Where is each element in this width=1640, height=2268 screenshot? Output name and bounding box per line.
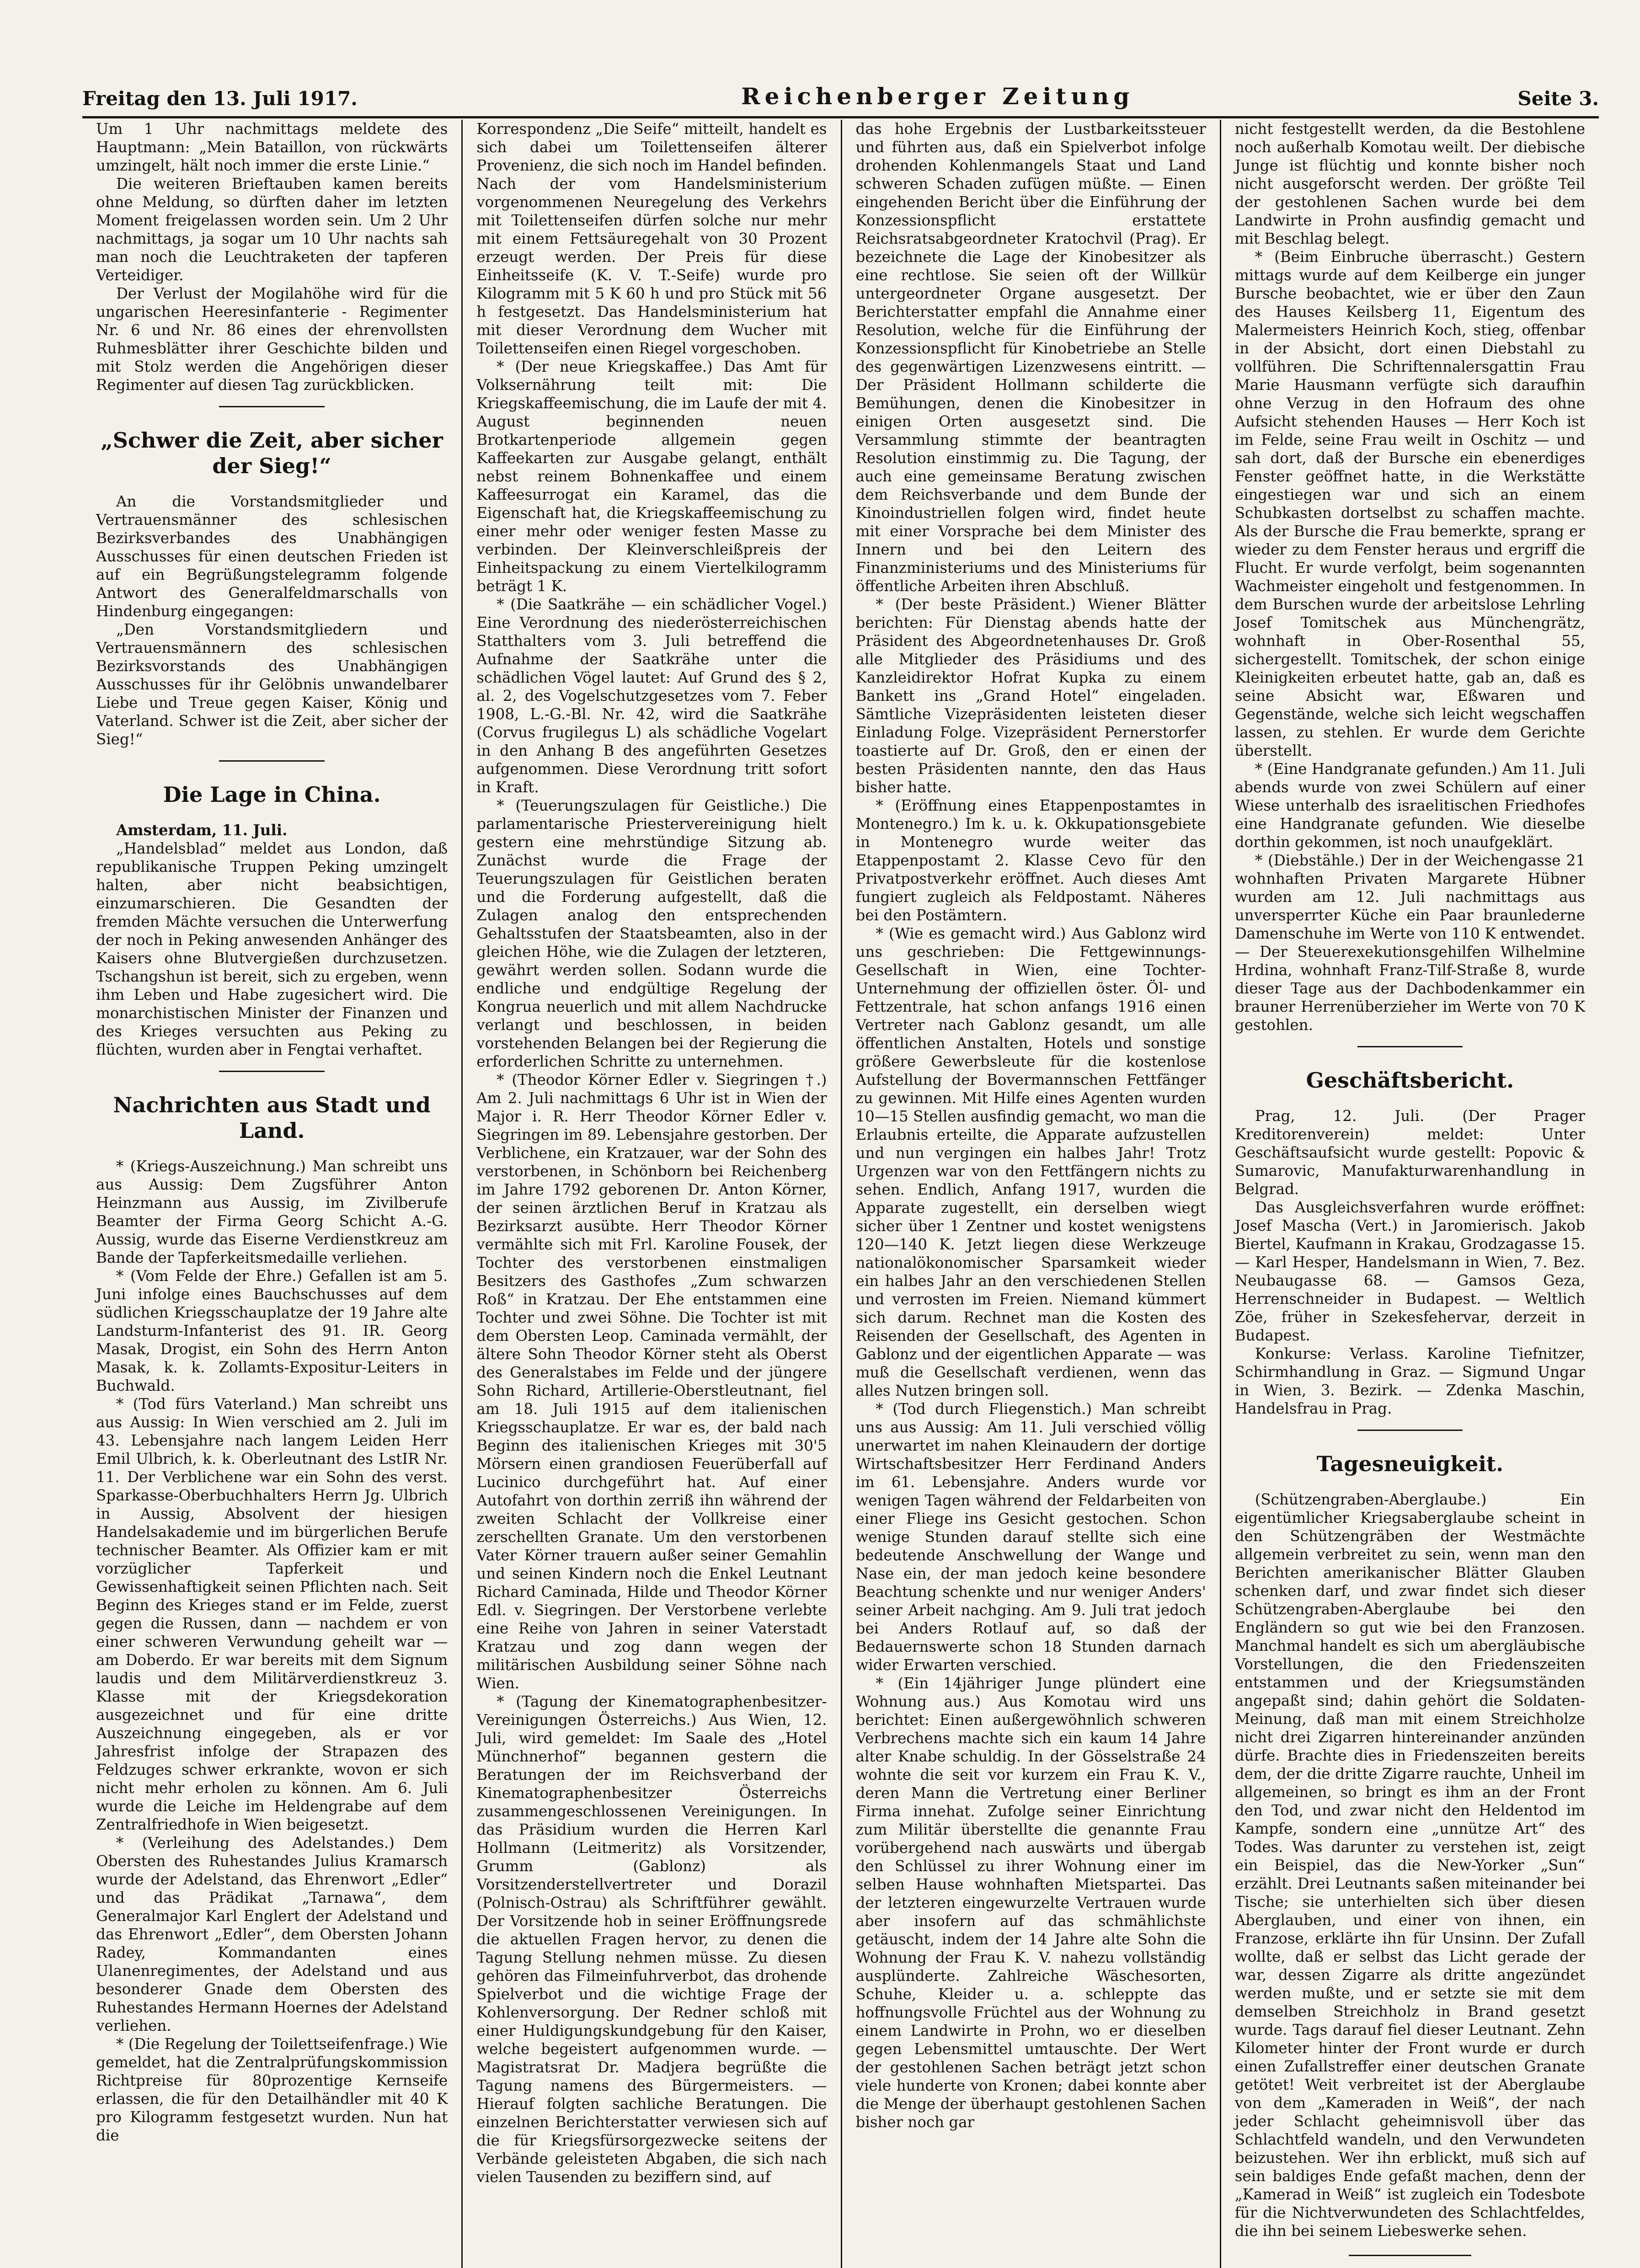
news-item: * (Die Saatkrähe — ein schädlicher Vogel.) Eine Verordnung des niederösterreichischen Statthalters vom 3. Juli betreffend die Aufnahme der Saatkrähe unter die schädlichen Vögel lautet: Auf Grund des § 2, al. 2, des Vogelschutzgesetzes vom 7. Feber 1908, L.-G.-Bl. Nr. 42, wird die Saatkrähe (Corvus frugilegus L) als schädliche Vogelart in den Anhang B des angeführten Gesetzes aufgenommen. Diese Verordnung tritt sofort in Kraft. bbox=[476, 596, 827, 796]
news-item: * (Wie es gemacht wird.) Aus Gablonz wird uns geschrieben: Die Fettgewinnungs-Gesellschaft in Wien, eine Tochter-Unternehmung der offiziellen öster. Öl- und Fettzentrale, hat schon anfangs 1916 einen Vertreter nach Gablonz gesandt, um alle öffentlichen Anstalten, Hotels und sonstige größere Gewerbsleute für die kostenlose Aufstellung der Bovermannschen Fettfänger zu gewinnen. Mit Hilfe eines Agenten wurden 10—15 Stellen ausfindig gemacht, wo man die Erlaubnis erteilte, die Apparate aufzustellen und nun vergingen ein halbes Jahr! Trotz Urgenzen war von den Fettfängern nichts zu sehen. Endlich, Anfang 1917, wurden die Apparate zugestellt, ein derselben wiegt sicher über 1 Zentner und kostet wenigstens 120—140 K. Jetzt liegen diese Werkzeuge nationalökonomischer Sparsamkeit wieder ein halbes Jahr an den verschiedenen Stellen und verrosten im Freien. Niemand kümmert sich darum. Rechnet man die Kosten des Reisenden der Gesellschaft, des Agenten in Gablonz und der eigentlichen Apparate — was muß die Gesellschaft verdienen, wenn das alles Nutzen bringen soll. bbox=[855, 925, 1206, 1399]
news-item: Konkurse: Verlass. Karoline Tiefnitzer, Schirmhandlung in Graz. — Sigmund Ungar in Wien, 3. Bezirk. — Zdenka Maschin, Handelsfrau in Prag. bbox=[1234, 1345, 1585, 1417]
news-item: * (Eine Handgranate gefunden.) Am 11. Juli abends wurde von zwei Schülern auf einer Wiese unterhalb des israelitischen Friedhofes eine Handgranate gefunden. Wie dieselbe dorthin gekommen, ist noch unaufgeklärt. bbox=[1234, 760, 1585, 851]
news-item: nicht festgestellt werden, da die Bestohlene noch außerhalb Komotau weilt. Der diebische Junge ist flüchtig und konnte bisher noch nicht ausgeforscht werden. Der größte Teil der gestohlenen Sachen wurde bei dem Landwirte in Prohn ausfindig gemacht und mit Beschlag belegt. bbox=[1234, 120, 1585, 247]
divider bbox=[219, 760, 325, 762]
news-item: * (Der beste Präsident.) Wiener Blätter berichten: Für Dienstag abends hatte der Präsident des Abgeordnetenhauses Dr. Groß alle Mitglieder des Präsidiums und des Kanzleidirektor Hofrat Kupka zu einem Bankett ins „Grand Hotel“ eingeladen. Sämtliche Vizepräsidenten leisteten dieser Einladung Folge. Vizepräsident Pernerstorfer toastierte auf Dr. Groß, den er einen der besten Präsidenten nannte, den das Haus bisher hatte. bbox=[855, 596, 1206, 796]
news-item: * (Tagung der Kinematographenbesitzer-Vereinigungen Österreichs.) Aus Wien, 12. Juli, wird gemeldet: Im Saale des „Hotel Münchnerhof“ begannen gestern die Beratungen der im Reichsverband der Kinematographenbesitzer Österreichs zusammengeschlossenen Vereinigungen. In das Präsidium wurden die Herren Karl Hollmann (Leitmeritz) als Vorsitzender, Grumm (Gablonz) als Vorsitzenderstellvertreter und Dorazil (Polnisch-Ostrau) als Schriftführer gewählt. Der Vorsitzende hob in seiner Eröffnungsrede die aktuellen Fragen hervor, zu denen die Tagung Stellung nehmen müsse. Zu diesen gehören das Filmeinfuhrverbot, das drohende Spielverbot und die wichtige Frage der Kohlenversorgung. Der Redner schloß mit einer Huldigungskundgebung für den Kaiser, welche begeistert aufgenommen wurde. — Magistratsrat Dr. Madjera begrüßte die Tagung namens des Bürgermeisters. — Hierauf folgten sachliche Beratungen. Die einzelnen Berichterstatter verwiesen sich auf die für Kriegsfürsorgezwecke seitens der Verbände geleisteten Abgaben, die sich nach vielen Tausenden zu beziffern sind, auf bbox=[476, 1693, 827, 2186]
article-paragraph: Um 1 Uhr nachmittags meldete des Hauptmann: „Mein Bataillon, von rückwärts umzingelt, hält noch immer die erste Linie.“ bbox=[96, 120, 448, 174]
news-item: * (Der neue Kriegskaffee.) Das Amt für Volksernährung teilt mit: Die Kriegskaffeemischung, die im Laufe der mit 4. August beginnenden neuen Brotkartenperiode allgemein gegen Kaffeekarten zur Ausgabe gelangt, enthält nebst reinem Bohnenkaffee und einem Kaffeesurrogat ein Karamel, das die Eigenschaft hat, die Kriegskaffeemischung zu einer mehr oder weniger festen Masse zu verbinden. Der Kleinverschleißpreis der Einheitspackung zu einem Viertelkilogramm beträgt 1 K. bbox=[476, 358, 827, 595]
column-3 bbox=[841, 120, 1220, 2268]
headline-local-news: Nachrichten aus Stadt und Land. bbox=[113, 1093, 431, 1143]
page-number: Seite 3. bbox=[1517, 87, 1599, 110]
news-item: Korrespondenz „Die Seife“ mitteilt, handelt es sich dabei um Toilettenseifen älterer Provenienz, die sich noch im Handel befinden. Nach der vom Handelsministerium vorgenommenen Neuregelung des Verkehrs mit Toilettenseifen dürfen solche nur mehr mit einem Fettsäuregehalt von 30 Prozent erzeugt werden. Der Preis für diese Einheitsseife (K. V. T.-Seife) wurde pro Kilogramm mit 5 K 60 h und pro Stück mit 56 h festgesetzt. Das Handelsministerium hat mit dieser Verordnung dem Wucher mit Toilettenseifen einen Riegel vorgeschoben. bbox=[476, 120, 827, 357]
article-paragraph: „Handelsblad“ meldet aus London, daß republikanische Truppen Peking umzingelt halten, aber nicht beabsichtigen, einzumarschieren. Die Gesandten der fremden Mächte versuchen die Unterwerfung der noch in Peking anwesenden Anhänger des Kaisers ohne Blutvergießen durchzusetzen. Tschangshun ist bereit, sich zu ergeben, wenn ihm Leben und Habe zugesichert wird. Die monarchistischen Minister der Finanzen und des Krieges versuchten aus Peking zu flüchten, wurden aber in Fengtai verhaftet. bbox=[96, 840, 448, 1058]
news-item: * (Ein 14jähriger Junge plündert eine Wohnung aus.) Aus Komotau wird uns berichtet: Einen außergewöhnlich schweren Verbrechens machte sich ein kaum 14 Jahre alter Knabe schuldig. In der Gösselstraße 24 wohnte die seit vor kurzem ein Frau K. V., deren Mann die Vertretung einer Berliner Firma innehat. Zufolge seiner Einrichtung zum Militär überstellte die genannte Frau vorübergehend nach auswärts und übergab den Schlüssel zu ihrer Wohnung einer im selben Hause wohnhaften Mietspartei. Das der letzteren eingewurzelte Vertrauen wurde aber insofern auf das schmählichste getäuscht, indem der 14 Jahre alte Sohn die Wohnung der Frau K. V. nahezu vollständig ausplünderte. Zahlreiche Wäschesorten, Schuhe, Kleider u. a. schleppte das hoffnungsvolle Früchtel aus der Wohnung zu einem Landwirte in Prohn, wo er dieselben gegen Lebensmittel umtauschte. Der Wert der gestohlenen Sachen beträgt jetzt schon viele hunderte von Kronen; dabei konnte aber die Menge der überhaupt gestohlenen Sachen bisher noch gar bbox=[855, 1675, 1206, 2131]
column-2 bbox=[461, 120, 840, 2268]
divider bbox=[1357, 1046, 1463, 1047]
news-item: * (Kriegs-Auszeichnung.) Man schreibt uns aus Aussig: Dem Zugsführer Anton Heinzmann aus Aussig, im Zivilberufe Beamter der Firma Georg Schicht A.-G. Aussig, wurde das Eiserne Verdienstkreuz am Bande der Tapferkeitsmedaille verliehen. bbox=[96, 1158, 448, 1266]
news-item: * (Tod fürs Vaterland.) Man schreibt uns aus Aussig: In Wien verschied am 2. Juli im 43. Lebensjahre nach langem Leiden Herr Emil Ulbrich, k. k. Oberleutnant des LstIR Nr. 11. Der Verblichene war ein Sohn des verst. Sparkasse-Oberbuchhalters Herrn Jg. Ulbrich in Aussig, Absolvent der hiesigen Handelsakademie und im bürgerlichen Berufe technischer Beamter. Als Offizier kam er mit vorzüglicher Tapferkeit und Gewissenhaftigkeit seinen Pflichten nach. Seit Beginn des Krieges stand er im Felde, zuerst gegen die Russen, dann — nachdem er von einer schweren Verwundung geheilt war — am Doberdo. Er war bereits mit dem Signum laudis und dem Militärverdienstkreuz 3. Klasse mit der Kriegsdekoration ausgezeichnet und für eine dritte Auszeichnung eingegeben, als er vor Jahresfrist infolge der Strapazen des Feldzuges schwer erkrankte, wovon er sich nicht mehr erholen zu können. Am 6. Juli wurde die Leiche im Heldengrabe auf dem Zentralfriedhofe in Wien beigesetzt. bbox=[96, 1395, 448, 1833]
article-paragraph: An die Vorstandsmitglieder und Vertrauensmänner des schlesischen Bezirksverbandes des Unabhängigen Ausschusses für einen deutschen Frieden ist auf ein Begrüßungstelegramm folgende Antwort des Generalfeldmarschalls von Hindenburg eingegangen: bbox=[96, 493, 448, 620]
divider bbox=[219, 406, 325, 407]
news-item: * (Eröffnung eines Etappenpostamtes in Montenegro.) Im k. u. k. Okkupationsgebiete in Montenegro wurde weiter das Etappenpostamt 2. Klasse Cevo für den Privatpostverkehr eröffnet. Auch dieses Amt fungiert zugleich als Feldpostamt. Näheres bei den Postämtern. bbox=[855, 797, 1206, 924]
issue-date: Freitag den 13. Juli 1917. bbox=[82, 87, 358, 110]
news-item: Das Ausgleichsverfahren wurde eröffnet: Josef Mascha (Vert.) in Jaromierisch. Jakob Biertel, Kaufmann in Krakau, Grodzagasse 15. — Karl Hesper, Handelsmann in Wien, 7. Bez. Neubaugasse 68. — Gamsos Geza, Herrenschneider in Budapest. — Weltlich Zöe, früher in Szekesfehervar, derzeit in Budapest. bbox=[1234, 1199, 1585, 1344]
news-item: * (Tod durch Fliegenstich.) Man schreibt uns aus Aussig: Am 11. Juli verschied völlig unerwartet im nahen Kleinaudern der dortige Wirtschaftsbesitzer Herr Ferdinand Anders im 61. Lebensjahre. Anders wurde vor wenigen Tagen während der Feldarbeiten von einer Fliege ins Gesicht gestochen. Schon wenige Stunden darauf stellte sich eine bedeutende Anschwellung der Wange und Nase ein, der man jedoch keine besondere Beachtung schenkte und nur weniger Anders' seiner Arbeit nachging. Am 9. Juli trat jedoch bei Anders Rotlauf auf, so daß der Bedauernswerte schon 18 Stunden darnach wider Erwarten verschied. bbox=[855, 1400, 1206, 1674]
news-item: (Schützengraben-Aberglaube.) Ein eigentümlicher Kriegsaberglaube scheint in den Schützengräben der Westmächte allgemein verbreitet zu sein, wenn man den Berichten amerikanischer Blätter Glauben schenken darf, und zwar findet sich dieser Schützengraben-Aberglaube bei den Engländern so gut wie bei den Franzosen. Manchmal handelt es sich um abergläubische Vorstellungen, die den Friedenszeiten entstammen und der Kriegsumständen angepaßt sind; dahin gehört die Soldaten-Meinung, daß man mit einem Streichholze nicht drei Zigarren hintereinander anzünden dürfe. Brachte dies in Friedenszeiten bereits dem, der die dritte Zigarre rauchte, Unheil im allgemeinen, so bringt es ihm an der Front den Tod, und zwar nicht den Heldentod im Kampfe, sondern eine „unnütze Art“ des Todes. Was darunter zu verstehen ist, zeigt ein Beispiel, das die New-Yorker „Sun“ erzählt. Drei Leutnants saßen miteinander bei Tische; sie unterhielten sich über diesen Aberglauben, und einer von ihnen, ein Franzose, erklärte ihn für Unsinn. Der Zufall wollte, daß er selbst das Licht gerade der war, dessen Zigarre als dritte angezündet werden mußte, und er setzte sie mit dem demselben Streichholz in Brand gesetzt wurde. Tags darauf fiel dieser Leutnant. Zehn Kilometer hinter der Front wurde er durch einen Zufallstreffer einer deutschen Granate getötet! Weit verbreitet ist der Aberglaube von dem „Kameraden in Weiß“, der nach jeder Schlacht geheimnisvoll über das Schlachtfeld wandeln, und den Verwundeten beizustehen. Wer ihn erblickt, muß sich auf sein baldiges Ende gefaßt machen, denn der „Kamerad in Weiß“ ist zugleich ein Todesbote für die Nichtverwundeten des Schlachtfeldes, die ihn bei seinem Liebeswerke sehen. bbox=[1234, 1491, 1585, 2240]
news-item: * (Beim Einbruche überrascht.) Gestern mittags wurde auf dem Keilberge ein junger Bursche beobachtet, wie er über den Zaun des Hauses Keilsberg 11, Eigentum des Malermeisters Heinrich Koch, stieg, offenbar in der Absicht, dort einen Diebstahl zu vollführen. Die Schriftennalersgattin Frau Marie Hausmann verfügte sich daraufhin ohne Verzug in den Hofraum des ohne Aufsicht stehenden Hauses — Herr Koch ist im Felde, seine Frau weilt in Oschitz — und sah dort, daß der Bursche ein ebenerdiges Fenster geöffnet hatte, in die Werkstätte eingestiegen war und sich an einem Schubkasten dortselbst zu schaffen machte. Als der Bursche die Frau bemerkte, sprang er wieder zu dem Fenster heraus und ergriff die Flucht. Er wurde verfolgt, beim sogenannten Wachmeister eingeholt und festgenommen. In dem Burschen wurde der arbeitslose Lehrling Josef Tomitschek aus Münchengrätz, wohnhaft in Ober-Rosenthal 55, sichergestellt. Tomitschek, der schon einige Kleinigkeiten erbeutet hatte, gab an, daß es seine Absicht war, Eßwaren und Gegenstände, welche sich leicht wegschaffen lassen, zu stehlen. Er wurde dem Gerichte überstellt. bbox=[1234, 248, 1585, 759]
article-paragraph: Der Verlust der Mogilahöhe wird für die ungarischen Heeresinfanterie - Regimenter Nr. 6 und Nr. 86 eines der ehrenvollsten Ruhmesblätter ihrer Geschichte bilden und mit Stolz werden die Angehörigen dieser Regimenter auf diesen Tag zurückblicken. bbox=[96, 285, 448, 394]
article-paragraph: Die weiteren Brieftauben kamen bereits ohne Meldung, so dürften daher im letzten Moment freigelassen worden sein. Um 2 Uhr nachmittags, ja sogar um 10 Uhr nachts sah man noch die Leuchtraketen der tapferen Verteidiger. bbox=[96, 175, 448, 284]
page-header bbox=[82, 69, 1599, 118]
column-1 bbox=[82, 120, 461, 2268]
column-grid bbox=[82, 120, 1599, 2240]
article-paragraph: „Den Vorstandsmitgliedern und Vertrauensmännern des schlesischen Bezirksvorstands des Unabhängigen Ausschusses für ihr Gelöbnis unwandelbarer Liebe und Treue gegen Kaiser, König und Vaterland. Schwer ist die Zeit, aber sicher der Sieg!“ bbox=[96, 621, 448, 748]
divider bbox=[219, 1071, 325, 1072]
news-item: * (Die Regelung der Toilettseifenfrage.) Wie gemeldet, hat die Zentralprüfungskommission Richtpreise für 80prozentige Kernseife erlassen, die für den Detailhändler mit 40 K pro Kilogramm festgesetzt wurden. Nun hat die bbox=[96, 2035, 448, 2144]
headline-china: Die Lage in China. bbox=[163, 782, 381, 807]
masthead: Reichenberger Zeitung bbox=[741, 83, 1134, 110]
news-item: Prag, 12. Juli. (Der Prager Kreditorenverein) meldet: Unter Geschäftsaufsicht wurde gestellt: Popovic & Sumarovic, Manufakturwarenhandlung in Belgrad. bbox=[1234, 1107, 1585, 1198]
news-item: * (Teuerungszulagen für Geistliche.) Die parlamentarische Priestervereinigung hielt gestern eine mehrstündige Sitzung ab. Zunächst wurde die Frage der Teuerungszulagen für Geistlichen beraten und die Forderung aufgestellt, daß die Zulagen analog den entsprechenden Gehaltsstufen der Staatsbeamten, also in der gleichen Höhe, wie die Zulagen der letzteren, gewährt werden sollen. Sodann wurde die endliche und endgültige Regelung der Kongrua neuerlich und mit allem Nachdrucke verlangt und beschlossen, in beiden vorstehenden Belangen bei der Regierung die erforderlichen Schritte zu unternehmen. bbox=[476, 797, 827, 1070]
column-4 bbox=[1220, 120, 1599, 2268]
news-item: * (Theodor Körner Edler v. Siegringen †.) Am 2. Juli nachmittags 6 Uhr ist in Wien der Major i. R. Herr Theodor Körner Edler v. Siegringen im 89. Lebensjahre gestorben. Der Verblichene, ein Kratzauer, war der Sohn des verstorbenen, in Schönborn bei Reichenberg im Jahre 1792 geborenen Dr. Anton Körner, der seinen ärztlichen Beruf in Kratzau als Bezirksarzt ausübte. Herr Theodor Körner vermählte sich mit Frl. Karoline Fousek, der Tochter des verstorbenen einstmaligen Besitzers des Gasthofes „Zum schwarzen Roß“ in Kratzau. Der Ehe entstammen eine Tochter und zwei Söhne. Die Tochter ist mit dem Obersten Leop. Caminada vermählt, der ältere Sohn Theodor Körner steht als Oberst des Generalstabes im Felde und der jüngere Sohn Richard, Artillerie-Oberstleutnant, fiel am 18. Juli 1915 auf dem italienischen Kriegsschauplatze. Er war es, der bald nach Beginn des italienischen Krieges mit 30'5 Mörsern einen grandiosen Feuerüberfall auf Lucinico durchgeführt hat. Auf einer Autofahrt von dorthin zerriß ihn während der zweiten Schlacht der Vollkreise einer zerschellten Granate. Um den verstorbenen Vater Körner trauern außer seiner Gemahlin und seinen Kindern noch die Enkel Leutnant Richard Caminada, Hilde und Theodor Körner Edl. v. Siegringen. Der Verstorbene verlebte eine Reihe von Jahren in seiner Vaterstadt Kratzau und zog dann wegen der militärischen Ausbildung seiner Söhne nach Wien. bbox=[476, 1071, 827, 1692]
news-item: * (Vom Felde der Ehre.) Gefallen ist am 5. Juni infolge eines Bauchschusses auf dem südlichen Kriegsschauplatze der 19 Jahre alte Landsturm-Infanterist des 91. IR. Georg Masak, Drogist, ein Sohn des Herrn Anton Masak, k. k. Zollamts-Expositur-Leiters in Buchwald. bbox=[96, 1267, 448, 1394]
end-rule bbox=[1349, 2255, 1471, 2256]
news-item: * (Diebstähle.) Der in der Weichengasse 21 wohnhaften Privaten Margarete Hübner wurden am 12. Juli nachmittags aus unversperrter Küche ein Paar braunlederne Damenschuhe im Werte von 110 K entwendet. — Der Steuerexekutionsgehilfen Wilhelmine Hrdina, wohnhaft Franz-Tilf-Straße 8, wurde dieser Tage aus der Dachbodenkammer ein brauner Herrenüberzieher im Werte von 70 K gestohlen. bbox=[1234, 852, 1585, 1034]
news-item: * (Verleihung des Adelstandes.) Dem Obersten des Ruhestandes Julius Kramarsch wurde der Adelstand, das Ehrenwort „Edler“ und das Prädikat „Tarnawa“, dem Generalmajor Karl Englert der Adelstand und das Ehrenwort „Edler“, dem Obersten Johann Radey, Kommandanten eines Ulanenregimentes, der Adelstand und aus besonderer Gnade dem Obersten des Ruhestandes Hermann Hoernes der Adelstand verliehen. bbox=[96, 1834, 448, 2034]
headline-daily-news: Tagesneuigkeit. bbox=[1316, 1452, 1504, 1476]
dateline: Amsterdam, 11. Juli. bbox=[116, 821, 288, 839]
news-item: das hohe Ergebnis der Lustbarkeitssteuer und führten aus, daß ein Spielverbot infolge drohenden Kohlenmangels Staat und Land schweren Schaden zufügen müßte. — Einen eingehenden Bericht über die Einführung der Konzessionspflicht erstattete Reichsratsabgeordneter Kratochvil (Prag). Er bezeichnete die Lage der Kinobesitzer als eine rechtlose. Sie seien oft der Willkür untergeordneter Organe ausgesetzt. Der Berichterstatter empfahl die Annahme einer Resolution, welche für die Einführung der Konzessionspflicht für Kinobetriebe an Stelle des gegenwärtigen Lizenzwesens eintritt. — Der Präsident Hollmann schilderte die Bemühungen, denen die Kinobesitzer in einigen Orten ausgesetzt sind. Die Versammlung stimmte der beantragten Resolution einstimmig zu. Die Tagung, der auch eine gemeinsame Beratung zwischen dem Reichsverbande und dem Bunde der Kinoindustriellen folgen wird, findet heute mit einer Vorsprache bei dem Minister des Innern und bei den Leitern des Finanzministeriums und des Ministeriums für öffentliche Arbeiten ihren Abschluß. bbox=[855, 120, 1206, 595]
divider bbox=[1357, 1430, 1463, 1431]
headline-hindenburg: „Schwer die Zeit, aber sicher der Sieg!“ bbox=[101, 428, 443, 478]
headline-business-report: Geschäftsbericht. bbox=[1306, 1068, 1514, 1093]
